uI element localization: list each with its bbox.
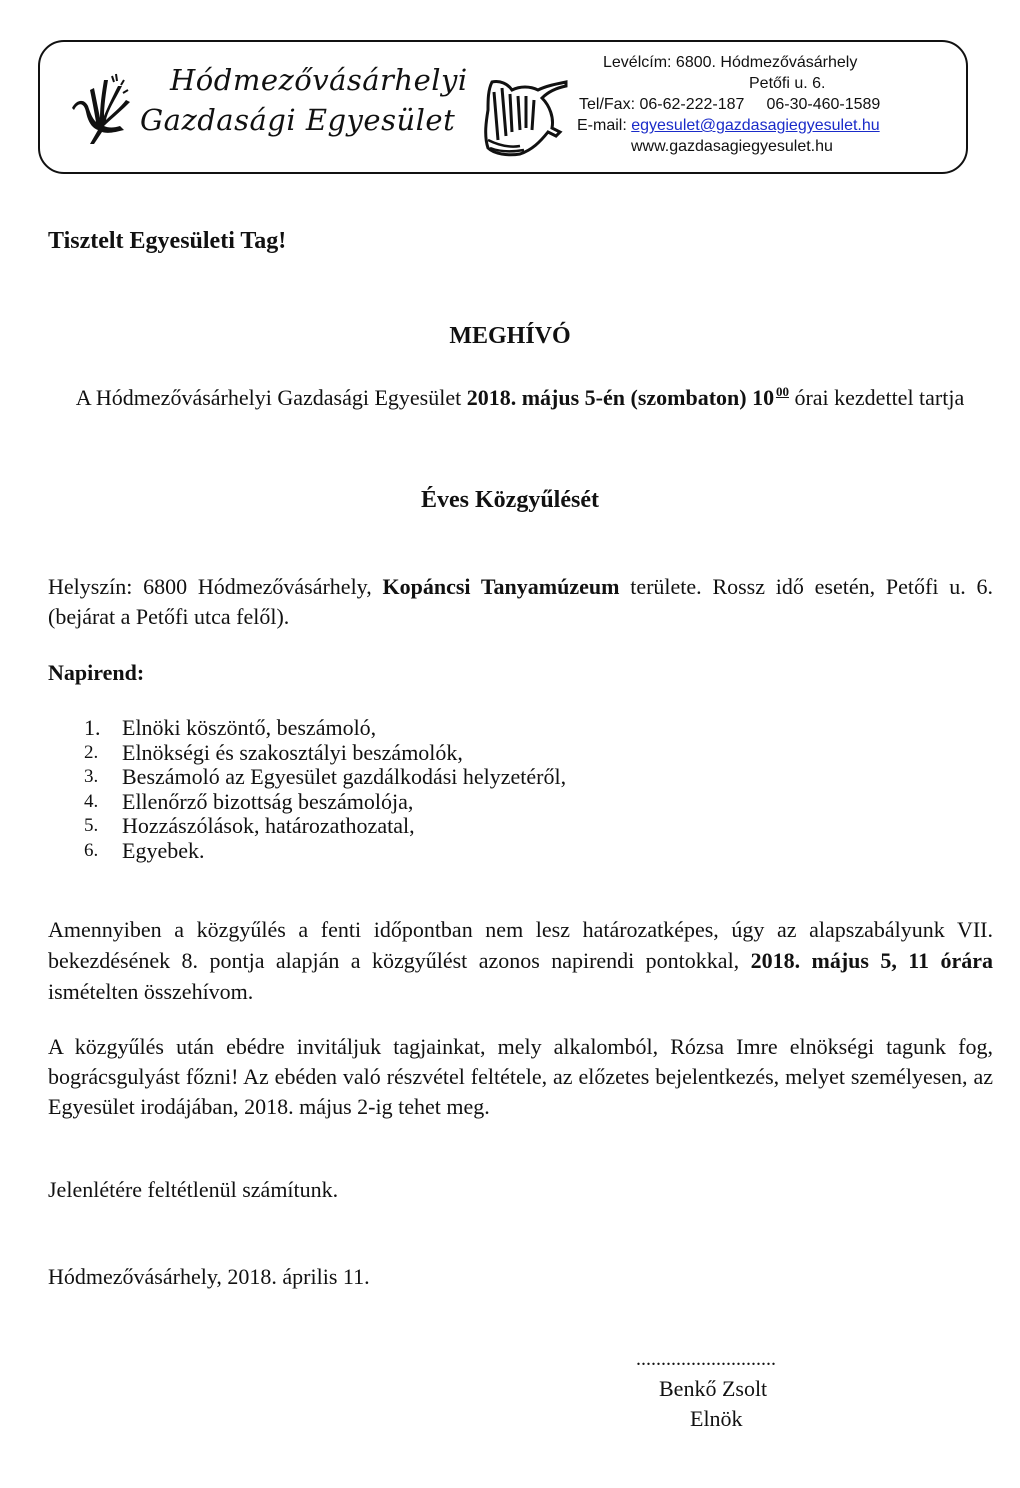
intro-text: A Hódmezővásárhelyi Gazdasági Egyesület [75,385,467,410]
agenda-item [84,814,566,839]
closing-line: Jelenlétére feltétlenül számítunk. [48,1177,339,1202]
agenda-item [84,765,566,790]
signature-line: ............................ [636,1348,776,1370]
agenda-list [84,716,566,864]
intro-date: 2018. május 5-én (szombaton) 10 [466,385,775,410]
agenda-item-number: 5. [84,815,99,837]
email-line [575,115,935,136]
agenda-item-text: Elnöki köszöntő, beszámoló, [122,715,377,740]
document-subtitle: Éves Közgyűlését [421,487,599,513]
place-and-date: Hódmezővásárhely, 2018. április 11. [48,1264,370,1289]
quorum-text: Amennyiben a közgyűlés a fenti időpontban nem lesz határozatképes, úgy az alapszabályunk VII. bekezdésének 8. pontja alapján a közgyűlést azonos napirendi pontokkal, [48,917,993,973]
intro-text-end: órai kezdettel tartja [788,385,965,410]
agenda-item [84,790,566,815]
agenda-item [84,741,566,766]
phone-mobile: 06-30-460-1589 [766,96,881,113]
agenda-item-text: Ellenőrző bizottság beszámolója, [122,788,414,814]
quorum-text-end: ismételten összehívom. [48,979,254,1004]
signatory-title: Elnök [690,1406,743,1431]
signatory-name: Benkő Zsolt [659,1376,768,1401]
address-line2: Petőfi u. 6. [749,75,826,92]
address-line1: Levélcím: 6800. Hódmezővásárhely [603,54,858,71]
agenda-item-number: 4. [84,790,99,812]
agenda-item-text: Hozzászólások, határozathozatal, [122,813,415,839]
cattle-head-icon [480,70,570,158]
location-paragraph [48,572,993,632]
agenda-item-number: 3. [84,766,99,788]
organization-name [140,60,468,140]
agenda-item [84,839,566,864]
agenda-item-number: 2. [84,741,99,763]
quorum-date: 2018. május 5, 11 órára [750,948,993,973]
agenda-item-text: Egyebek. [122,837,205,863]
website: www.gazdasagiegyesulet.hu [631,138,833,155]
phone-fax: Tel/Fax: 06-62-222-187 [579,96,745,113]
location-text-end: területe. Rossz idő esetén, Petőfi u. 6. (bejárat a Petőfi utca felől). [48,574,993,629]
document-title: MEGHÍVÓ [449,323,571,349]
agenda-item-number: 1. [84,715,101,740]
email-link[interactable]: egyesulet@gazdasagiegyesulet.hu [631,117,880,134]
intro-time-superscript: 00 [775,384,789,399]
agenda-label: Napirend: [48,660,145,685]
organization-name-line2: Gazdasági Egyesület [140,103,456,137]
contact-block [575,52,935,157]
location-text: Helyszín: 6800 Hódmezővásárhely, [48,574,383,599]
wheat-sheaf-icon [68,72,138,147]
phone-line [575,94,935,115]
agenda-item-text: Elnökségi és szakosztályi beszámolók, [122,739,463,765]
lunch-paragraph: A közgyűlés után ebédre invitáljuk tagjainkat, mely alkalomból, Rózsa Imre elnökségi tagunk fog, bográcsgulyást főzni! Az ebéden való részvétel feltétele, az előzetes bejelentkezés, melyet személyesen, az Egyesület irodájában, 2018. május 2-ig tehet meg. [48,1034,993,1119]
agenda-item [84,716,566,741]
greeting: Tisztelt Egyesületi Tag! [48,228,287,254]
quorum-paragraph [48,914,993,1007]
location-venue: Kopáncsi Tanyamúzeum [382,574,620,599]
agenda-item-text: Beszámoló az Egyesület gazdálkodási helyzetéről, [122,764,567,790]
organization-name-line1: Hódmezővásárhelyi [170,63,468,97]
intro-paragraph [70,378,970,412]
letterhead [38,40,968,174]
agenda-item-number: 6. [84,839,99,861]
email-label: E-mail: [577,117,632,134]
